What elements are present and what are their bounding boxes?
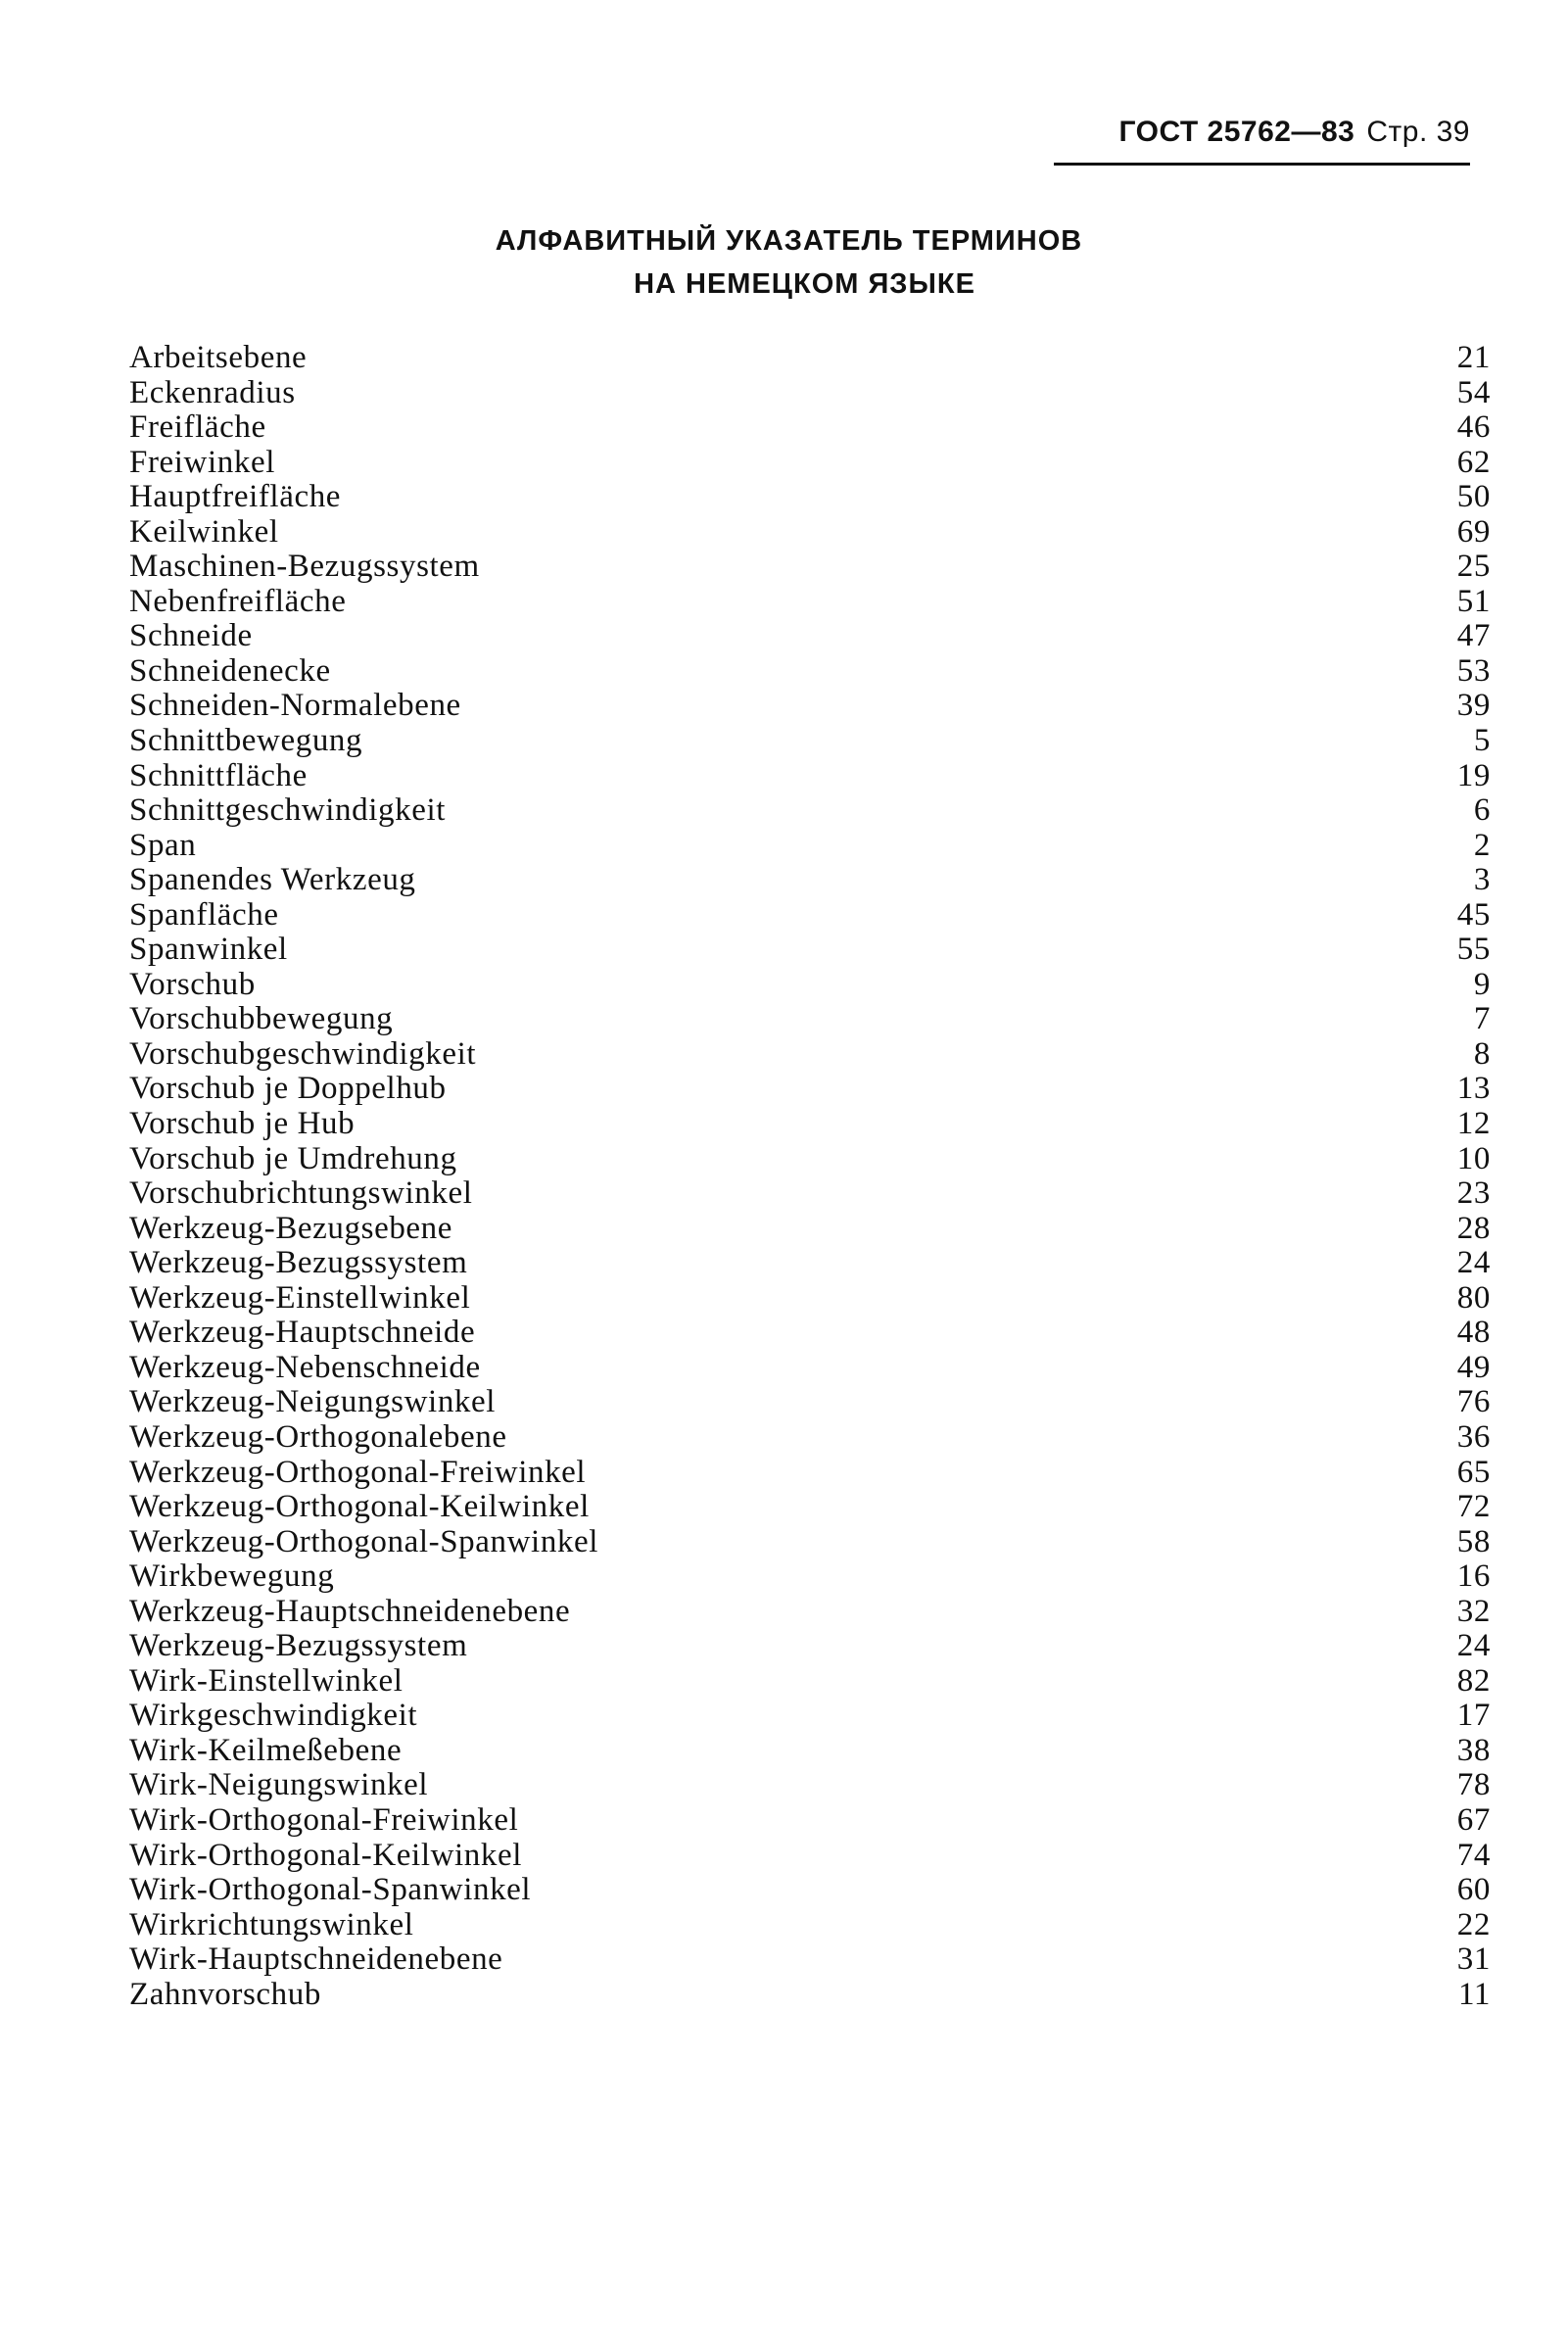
- index-entry-number: 8: [1473, 1035, 1491, 1072]
- index-entry-term: Wirkrichtungswinkel: [129, 1906, 414, 1942]
- index-entry-term: Vorschub: [129, 966, 256, 1002]
- index-entry: [129, 1212, 1491, 1247]
- index-entry-number: 46: [1456, 409, 1491, 446]
- index-entry-term: Spanendes Werkzeug: [129, 862, 416, 898]
- index-entry-number: 2: [1473, 827, 1491, 863]
- index-entry: [129, 759, 1491, 794]
- index-entry-term: Span: [129, 827, 197, 863]
- index-title-line-1: АЛФАВИТНЫЙ УКАЗАТЕЛЬ ТЕРМИНОВ: [495, 225, 1083, 257]
- index-entry: [129, 1316, 1491, 1351]
- index-entry: [129, 410, 1491, 446]
- index-entry: [129, 1734, 1491, 1769]
- index-entry: [129, 1873, 1491, 1908]
- index-entry: [129, 724, 1491, 759]
- index-entry-term: Spanfläche: [129, 896, 279, 933]
- index-entry-term: Werkzeug-Hauptschneide: [129, 1315, 476, 1351]
- index-entry: [129, 1385, 1491, 1420]
- index-entry: [129, 446, 1491, 481]
- index-entry: [129, 1699, 1491, 1734]
- index-entry: [129, 829, 1491, 864]
- index-entry-term: Nebenfreifläche: [129, 583, 347, 619]
- index-entry: [129, 933, 1491, 968]
- index-entry-number: 74: [1456, 1837, 1491, 1873]
- index-entry-number: 13: [1456, 1071, 1491, 1107]
- index-entry-term: Werkzeug-Nebenschneide: [129, 1349, 481, 1385]
- index-entry-term: Eckenradius: [129, 374, 296, 410]
- index-entry: [129, 585, 1491, 620]
- index-entry-number: 47: [1456, 618, 1491, 654]
- index-entry: [129, 1246, 1491, 1281]
- index-entry-term: Wirk-Hauptschneidenebene: [129, 1941, 503, 1978]
- index-entry-term: Schneiden-Normalebene: [129, 688, 461, 724]
- index-entry-term: Schnittgeschwindigkeit: [129, 792, 446, 829]
- index-entry: [129, 898, 1491, 934]
- index-entry-term: Wirk-Orthogonal-Keilwinkel: [129, 1837, 522, 1873]
- index-entry-term: Keilwinkel: [129, 513, 279, 550]
- index-entry-number: 54: [1456, 374, 1491, 410]
- index-entry-term: Werkzeug-Einstellwinkel: [129, 1279, 471, 1316]
- page-number: Стр. 39: [1366, 116, 1470, 148]
- index-entry-number: 21: [1456, 340, 1491, 375]
- index-entry-term: Zahnvorschub: [129, 1976, 321, 2012]
- index-entry: [129, 1595, 1491, 1630]
- index-entry: [129, 376, 1491, 411]
- index-entry-term: Wirk-Keilmeßebene: [129, 1732, 403, 1768]
- index-entry-term: Schneidenecke: [129, 652, 331, 689]
- index-entry: [129, 1281, 1491, 1317]
- index-entry: [129, 1768, 1491, 1803]
- index-entry-term: Wirk-Orthogonal-Spanwinkel: [129, 1872, 532, 1908]
- index-entry: [129, 515, 1491, 551]
- index-entry-number: 67: [1456, 1801, 1491, 1838]
- index-entry-number: 31: [1456, 1941, 1491, 1978]
- header-rule: [1054, 163, 1470, 166]
- index-entry-term: Schneide: [129, 618, 253, 654]
- index-entry-term: Wirkgeschwindigkeit: [129, 1698, 418, 1734]
- index-entry-number: 32: [1456, 1593, 1491, 1629]
- index-entry-number: 19: [1456, 757, 1491, 793]
- index-entry: [129, 1839, 1491, 1874]
- index-entry: [129, 1142, 1491, 1177]
- index-entry: [129, 550, 1491, 585]
- index-entry-number: 16: [1456, 1558, 1491, 1595]
- index-entry-term: Wirkbewegung: [129, 1558, 335, 1595]
- index-entry: [129, 1978, 1491, 2013]
- index-entry-term: Vorschub je Hub: [129, 1106, 356, 1142]
- index-entry-number: 55: [1456, 932, 1491, 968]
- index-entry-number: 3: [1473, 862, 1491, 898]
- index-entry-term: Werkzeug-Orthogonal-Spanwinkel: [129, 1523, 599, 1559]
- index-entry: [129, 863, 1491, 898]
- index-entry-term: Wirk-Orthogonal-Freiwinkel: [129, 1801, 519, 1838]
- index-entry-term: Werkzeug-Orthogonal-Freiwinkel: [129, 1454, 587, 1490]
- index-entry-number: 28: [1456, 1210, 1491, 1246]
- index-entry: [129, 1803, 1491, 1839]
- index-entry-term: Wirk-Neigungswinkel: [129, 1767, 429, 1803]
- index-entry-term: Werkzeug-Orthogonalebene: [129, 1418, 507, 1455]
- index-entry-number: 62: [1456, 444, 1491, 480]
- index-entry: [129, 1176, 1491, 1212]
- index-entry-number: 36: [1456, 1418, 1491, 1455]
- index-entry-number: 60: [1456, 1872, 1491, 1908]
- index-entry-number: 45: [1456, 896, 1491, 933]
- index-entry: [129, 1107, 1491, 1142]
- index-entry: [129, 1908, 1491, 1943]
- index-entry: [129, 1525, 1491, 1560]
- index-entry: [129, 341, 1491, 376]
- index-entry-term: Vorschubbewegung: [129, 1001, 394, 1037]
- term-index-list: [129, 341, 1491, 2012]
- index-entry-term: Maschinen-Bezugssystem: [129, 549, 480, 585]
- index-entry: [129, 480, 1491, 515]
- index-entry-number: 17: [1456, 1698, 1491, 1734]
- index-entry-number: 50: [1456, 479, 1491, 515]
- index-entry: [129, 689, 1491, 724]
- index-entry: [129, 1629, 1491, 1664]
- page-header: [1119, 116, 1470, 149]
- index-entry-term: Werkzeug-Neigungswinkel: [129, 1384, 497, 1420]
- index-entry-number: 6: [1473, 792, 1491, 829]
- index-entry-number: 22: [1456, 1906, 1491, 1942]
- index-entry-term: Schnittfläche: [129, 757, 308, 793]
- index-entry-number: 48: [1456, 1315, 1491, 1351]
- index-entry-term: Spanwinkel: [129, 932, 288, 968]
- index-entry: [129, 1420, 1491, 1456]
- index-entry-number: 10: [1456, 1140, 1491, 1176]
- index-entry-term: Werkzeug-Bezugssystem: [129, 1628, 468, 1664]
- index-entry: [129, 619, 1491, 654]
- index-entry: [129, 968, 1491, 1003]
- index-entry: [129, 1490, 1491, 1525]
- index-entry-term: Werkzeug-Bezugsebene: [129, 1210, 453, 1246]
- index-entry: [129, 1351, 1491, 1386]
- index-title-line-2: НА НЕМЕЦКОМ ЯЗЫКЕ: [634, 268, 975, 300]
- index-entry-term: Wirk-Einstellwinkel: [129, 1662, 404, 1699]
- index-entry-number: 72: [1456, 1489, 1491, 1525]
- index-entry-number: 39: [1456, 688, 1491, 724]
- index-entry-number: 38: [1456, 1732, 1491, 1768]
- index-entry-number: 24: [1456, 1245, 1491, 1281]
- index-entry-number: 53: [1456, 652, 1491, 689]
- index-entry-term: Vorschubrichtungswinkel: [129, 1175, 473, 1212]
- index-entry-term: Werkzeug-Bezugssystem: [129, 1245, 468, 1281]
- index-entry: [129, 1456, 1491, 1491]
- index-entry-number: 69: [1456, 513, 1491, 550]
- index-entry-term: Werkzeug-Hauptschneidenebene: [129, 1593, 571, 1629]
- index-entry-number: 82: [1456, 1662, 1491, 1699]
- index-entry: [129, 793, 1491, 829]
- index-entry-number: 11: [1458, 1976, 1491, 2012]
- index-entry: [129, 1559, 1491, 1595]
- index-entry-number: 58: [1456, 1523, 1491, 1559]
- index-entry-term: Schnittbewegung: [129, 723, 363, 759]
- index-entry-number: 76: [1456, 1384, 1491, 1420]
- index-entry-term: Hauptfreifläche: [129, 479, 342, 515]
- standard-designation: ГОСТ 25762—83: [1118, 116, 1355, 148]
- index-entry-number: 23: [1456, 1175, 1491, 1212]
- index-entry-term: Freiwinkel: [129, 444, 275, 480]
- index-entry: [129, 654, 1491, 690]
- index-title: [0, 219, 1568, 306]
- index-entry-term: Vorschub je Doppelhub: [129, 1071, 447, 1107]
- index-entry-number: 49: [1456, 1349, 1491, 1385]
- index-entry-number: 5: [1473, 723, 1491, 759]
- index-entry: [129, 1002, 1491, 1037]
- index-entry-number: 12: [1456, 1106, 1491, 1142]
- index-entry: [129, 1072, 1491, 1107]
- index-entry-number: 7: [1473, 1001, 1491, 1037]
- index-entry-number: 24: [1456, 1628, 1491, 1664]
- index-entry-number: 65: [1456, 1454, 1491, 1490]
- index-entry-number: 25: [1456, 549, 1491, 585]
- index-entry-number: 51: [1456, 583, 1491, 619]
- index-entry-number: 78: [1456, 1767, 1491, 1803]
- index-entry: [129, 1664, 1491, 1700]
- index-entry-term: Arbeitsebene: [129, 340, 308, 375]
- index-entry: [129, 1942, 1491, 1978]
- index-entry-term: Vorschub je Umdrehung: [129, 1140, 457, 1176]
- index-entry: [129, 1037, 1491, 1073]
- index-entry-term: Werkzeug-Orthogonal-Keilwinkel: [129, 1489, 590, 1525]
- index-entry-number: 9: [1473, 966, 1491, 1002]
- index-entry-term: Vorschubgeschwindigkeit: [129, 1035, 477, 1072]
- index-entry-number: 80: [1456, 1279, 1491, 1316]
- index-entry-term: Freifläche: [129, 409, 266, 446]
